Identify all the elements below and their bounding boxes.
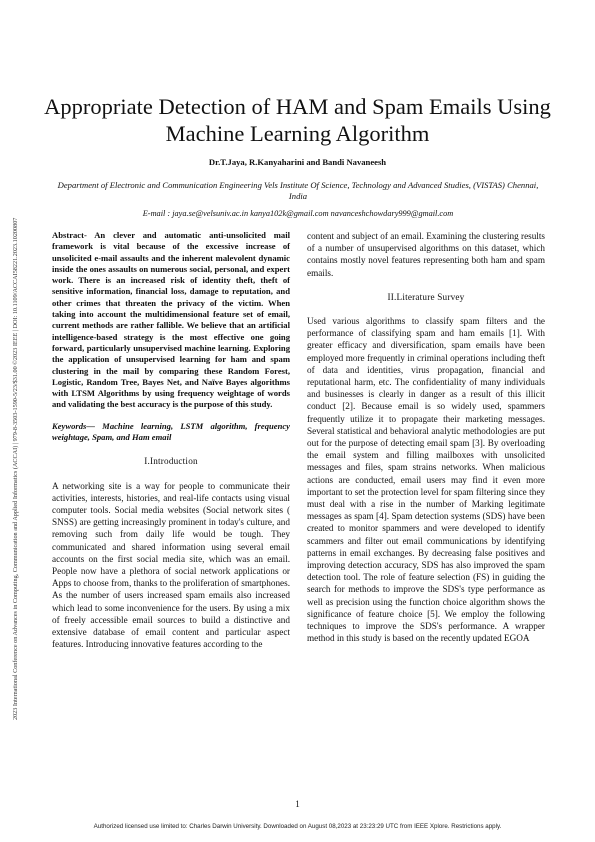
abstract: Abstract- An clever and automatic anti-unsolicited mail framework is vital because of the excessive increase of unsolicited e-mail assaults and the inherent malevolent dynamic inside the ones assaults on numerous social, personal, and expert work. There is an increased risk of identity theft, theft of sensitive information, financial loss, damage to reputation, and other crimes that threaten the privacy of the victim. When taking into account the multidimensional feature set of email, current methods are rather fallible. We believe that an artificial intelligence-based strategy is the most effective one going forward, particularly unsupervised machine learning. Exploring the application of unsupervised learning for ham and spam clustering in the mail by comparing these Random Forest, Logistic, Random Tree, Bayes Net, and Naïve Bayes algorithms with LTSM Algorithms by using frequency weightage of words and validating the best accuracy is the purpose of this study. — [52, 230, 290, 410]
section-heading-literature-survey: II.Literature Survey — [387, 291, 465, 302]
page-number: 1 — [295, 799, 300, 809]
literature-survey-paragraph: Used various algorithms to classify spam filters and the performance of classifying spam and ham emails [1]. With greater efficacy and diversification, spam emails have been employed more frequently in criminal operations including theft of data and identities, virus propagation, financial and reputational harm, etc. The confidentiality of many individuals and businesses is clearly in danger as a result of this illicit conduct [2]. Because email is so widely used, spammers frequently utilize it to propagate their marketing messages. Several statistical and behavioral analytic methodologies are put out for the purpose of detecting email spam [3]. By overloading the email system and filling mailboxes with unsolicited messages and files, spam strains networks. When malicious actions are conducted, email users may find it even more important to set the protection level for spam filtering since they must deal with a rise in the number of Marking legitimate messages as spam [4]. Spam detection systems (SDS) have been created to monitor spammers and were developed to identify scammers and filter out email communications by identifying patterns in email exchanges. By decreasing false positives and improving detection accuracy, SDS has also improved the spam detection tool. The role of feature selection (FS) in guiding the search for methods to improve the SDS's type performance as well as precision using the function choice algorithm shows the significance of feature choice [5]. We employ the following techniques to improve the SDS's performance. A wrapper method in this study is based on the recently updated EGOA — [307, 316, 545, 644]
license-footer: Authorized licensed use limited to: Charles Darwin University. Downloaded on August 08,2023 at 23:23:29 UTC from IEEE Xplore. Restrictions apply. — [93, 823, 502, 830]
author-affiliation: Department of Electronic and Communication Engineering Vels Institute Of Science, Technology and Advanced Studies, (VISTAS) Chennai, India — [57, 180, 539, 201]
keywords: Keywords— Machine learning, LSTM algorithm, frequency weightage, Spam, and Ham email — [52, 420, 290, 443]
paper-authors: Dr.T.Jaya, R.Kanyaharini and Bandi Navaneesh — [208, 157, 387, 167]
left-column — [52, 230, 290, 656]
author-emails: E-mail : jaya.se@velsuniv.ac.in kanya102k@gmail.com navanceshchowdary999@gmail.com — [142, 209, 454, 218]
right-column — [307, 230, 545, 651]
conference-doi-text: 2023 International Conference on Advances in Computing, Communication and Applied Informatics (ACCAI) | 979-8-3503-1590-5/23/$31.00 ©2023 IEEE | DOI: 10.1109/ACCAI58221.2023.10200807 — [12, 217, 19, 720]
continued-paragraph: content and subject of an email. Examining the clustering results of a number of unsupervised algorithms on this dataset, which contains mostly novel features representing both ham and spam emails. — [307, 231, 545, 278]
conference-sidebar — [2, 120, 19, 720]
introduction-paragraph: A networking site is a way for people to communicate their activities, interests, histories, and real-life contacts using visual computer tools. Social media websites (Social network sites ( SNSS) are getting increasingly prominent in today's culture, and removing such from daily life would be tough. They communicated and shared information using several email accounts on the first social media site, which was an email. People now have a plethora of social network applications or Apps to choose from, thanks to the proliferation of smartphones. As the number of users increased spam emails also increased which lead to some inconvenience for the users. By using a mix of freely accessible email sources to build a distinctive and extensive database of email content and particular aspect features. Introducing innovative features according to the — [52, 480, 290, 650]
paper-title: Appropriate Detection of HAM and Spam Emails Using Machine Learning Algorithm — [44, 94, 551, 146]
section-heading-introduction: I.Introduction — [144, 456, 198, 467]
